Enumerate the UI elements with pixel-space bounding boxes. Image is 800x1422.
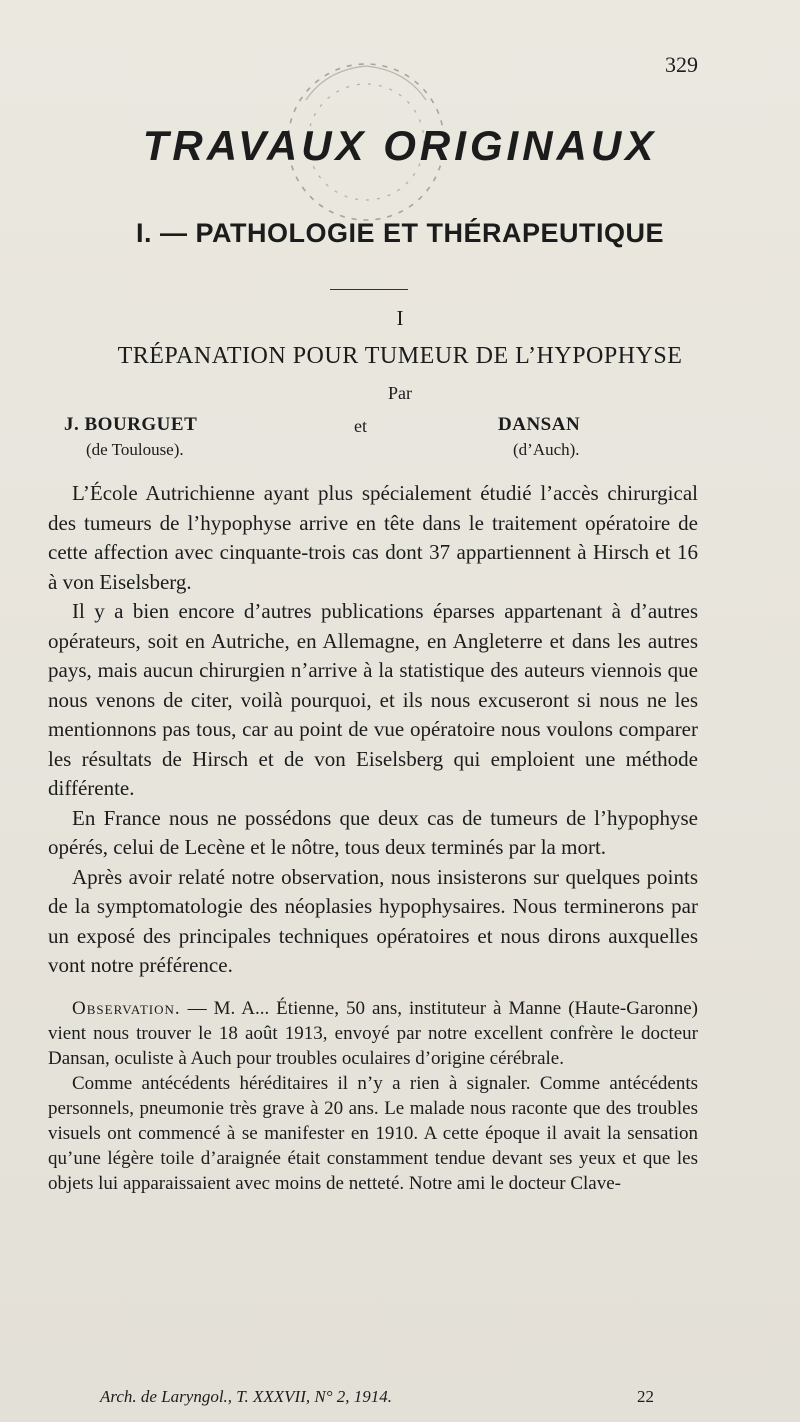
paragraph: Il y a bien encore d’autres publications éparses appartenant à d’autres opérateurs, soit en Autriche, en Allemagne, en Angleterre et dans les autres pays, mais aucun chirurgien n’arrive à la statistique des auteurs viennois que nous venons de citer, voilà pourquoi, et ils nous excuseront si nous ne les mentionnons pas tous, car au point de vue opératoire nous voulons comparer les résultats de Hirsch et de von Eiselsberg qui emploient une méthode différente. — [48, 599, 698, 800]
paragraph: L’École Autrichienne ayant plus spécialement étudié l’accès chirurgical des tumeurs de l’hypophyse arrive en tête dans le traitement opératoire de cette affection avec cinquante-trois cas dont 37 appartiennent à Hirsch et 16 à von Eiselsberg. — [48, 481, 698, 594]
signature-number: 22 — [637, 1387, 654, 1406]
observation-text: — M. A... Étienne, 50 ans, instituteur à Manne (Haute-Garonne) vient nous trouver le 18 août 1913, envoyé par notre excellent confrère le docteur Dansan, oculiste à Auch pour troubles oculaires d’origine cérébrale. — [48, 998, 698, 1069]
paragraph: Après avoir relaté notre observation, nous insisterons sur quelques points de la symptomatologie des néoplasies hypophysaires. Nous terminerons par un exposé des principales techniques opératoires et nous dirons auxquelles vont notre préférence. — [48, 864, 698, 977]
observation-label: Observation. — [72, 998, 181, 1019]
observation-paragraph: Comme antécédents héréditaires il n’y a rien à signaler. Comme antécédents personnels, pneumonie très grave à 20 ans. Le malade nous raconte que des troubles visuels ont commencé à se manifester en 1910. A cette époque il avait la sensation qu’une légère toile d’araignée était constamment tendue devant ses yeux et que les objets lui apparaissaient avec moins de netteté. Notre ami le docteur Clave- — [48, 1073, 698, 1194]
article-body — [48, 479, 698, 981]
observation-paragraph — [48, 996, 698, 1071]
author-name-2: DANSAN — [498, 414, 581, 435]
article-title: TRÉPANATION POUR TUMEUR DE L’HYPOPHYSE — [117, 343, 683, 369]
observation-section — [48, 996, 698, 1196]
page-number: 329 — [665, 52, 698, 77]
and-label: et — [354, 416, 367, 436]
author-affiliation-2: (d’Auch). — [513, 440, 580, 459]
running-head: TRAVAUX ORIGINAUX — [142, 122, 658, 169]
chapter-number: I — [396, 306, 404, 330]
journal-citation: Arch. de Laryngol., T. XXXVII, N° 2, 1914. — [100, 1387, 392, 1406]
author-name-1: J. BOURGUET — [64, 414, 198, 435]
title-rule — [330, 289, 408, 290]
paragraph: En France nous ne possédons que deux cas de tumeurs de l’hypophyse opérés, celui de Lecène et le nôtre, tous deux terminés par la mort. — [48, 805, 698, 859]
by-label: Par — [388, 383, 412, 403]
section-heading: I. — PATHOLOGIE ET THÉRAPEUTIQUE — [135, 218, 665, 248]
page-footer — [100, 1387, 654, 1407]
author-affiliation-1: (de Toulouse). — [86, 440, 184, 459]
